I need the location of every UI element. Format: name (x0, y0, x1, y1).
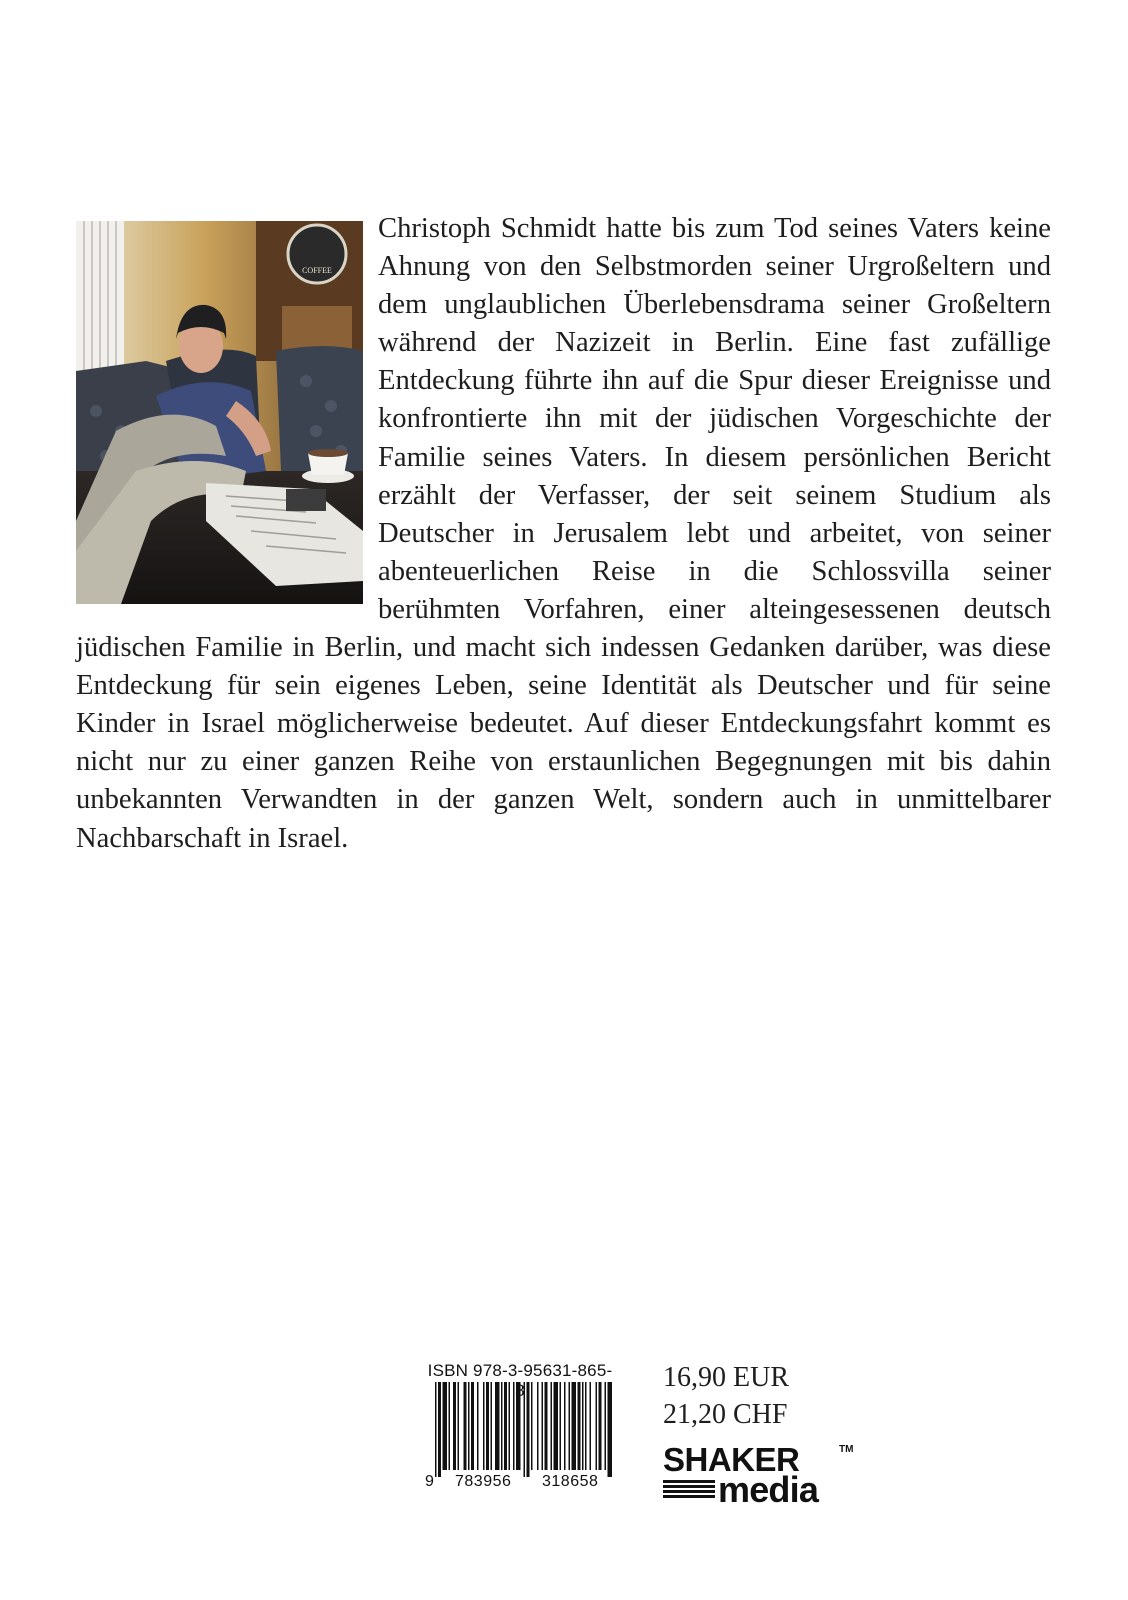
barcode-bar (464, 1382, 467, 1470)
barcode-bar (578, 1382, 581, 1470)
barcode-bar (551, 1382, 553, 1470)
barcode-bar (545, 1382, 548, 1470)
barcode-bar (531, 1382, 533, 1470)
barcode-bar (449, 1382, 451, 1470)
barcode-bar (590, 1382, 592, 1470)
barcode-bar (471, 1382, 474, 1470)
barcode-bar (527, 1382, 530, 1477)
barcode-bar (513, 1382, 515, 1470)
barcode-bar (560, 1382, 562, 1470)
barcode-bar (477, 1382, 479, 1470)
barcode-bar (564, 1382, 566, 1470)
description-text: Christoph Schmidt hatte bis zum Tod seines Vaters keine Ahnung von den Selbstmorden seiner Urgroßeltern und dem unglaublichen Überlebensdrama seiner Großeltern während der Nazizeit in Berlin. Eine fast zufällige Entdeckung führte ihn auf die Spur dieser Ereignisse und konfrontierte ihn mit der jüdischen Vorgeschichte der Familie seines Vaters. In diesem persönlichen Bericht erzählt der Verfasser, der seit seinem Studium als Deutscher in Jerusalem lebt und arbeitet, von seiner abenteuerlichen Reise in die Schlossvilla seiner berühmten Vorfahren, einer alteingesessenen deutsch jüdischen Familie in Berlin, und macht sich indessen Gedanken darüber, was diese Entdeckung für sein eigenes Leben, seine Identität als Deutscher und für seine Kinder in Israel möglicherweise bedeutet. Auf dieser Entdeckungsfahrt kommt es nicht nur zu einer ganzen Reihe von erstaunlichen Begegnungen mit bis dahin unbekannten Verwandten in der ganzen Welt, sondern auch in unmittelbarer Nachbarschaft in Israel. (76, 213, 1051, 854)
barcode-bar (596, 1382, 598, 1470)
price-eur: 16,90 EUR (663, 1362, 789, 1393)
barcode-bar (569, 1382, 571, 1470)
price-chf: 21,20 CHF (663, 1399, 788, 1430)
barcode-bar (605, 1382, 607, 1470)
photo-wrap-spacer (76, 210, 378, 614)
barcode-bar (453, 1382, 456, 1470)
publisher-logo (663, 1443, 853, 1508)
barcode-bar (435, 1382, 437, 1477)
barcode-bar (516, 1382, 521, 1470)
barcode-bar (501, 1382, 503, 1470)
logo-lines-icon (663, 1480, 715, 1506)
barcode-bar (486, 1382, 489, 1470)
isbn-barcode (425, 1361, 615, 1491)
barcode-bar (537, 1382, 539, 1470)
barcode-bar (504, 1382, 507, 1470)
logo-media-text: media (718, 1469, 819, 1510)
barcode-first-digit: 9 (425, 1473, 435, 1490)
barcode-bar (458, 1382, 460, 1470)
barcode-bar (572, 1382, 577, 1470)
barcode-bar (443, 1382, 448, 1470)
barcode-bar (483, 1382, 485, 1470)
barcode-bar (524, 1382, 526, 1477)
barcode-bar (491, 1382, 493, 1470)
barcode-left-digits: 783956 (455, 1473, 512, 1490)
barcode-bar (509, 1382, 511, 1470)
barcode-bar (585, 1382, 587, 1470)
book-description (76, 210, 1051, 858)
barcode-bar (608, 1382, 613, 1477)
barcode-bar (582, 1382, 584, 1470)
logo-trademark: TM (839, 1444, 854, 1455)
barcode-bar (554, 1382, 559, 1470)
barcode-bars-icon (425, 1382, 615, 1477)
coffee-sign-text: COFFEE (302, 266, 332, 275)
logo-shaker-text: SHAKER (663, 1441, 800, 1478)
barcode-bar (599, 1382, 602, 1470)
isbn-label: ISBN 978-3-95631-865- (427, 1361, 613, 1380)
barcode-bar (495, 1382, 500, 1470)
barcode-right-digits: 318658 (542, 1473, 599, 1490)
barcode-bar (468, 1382, 470, 1470)
barcode-bar (438, 1382, 441, 1477)
barcode-bar (542, 1382, 544, 1470)
